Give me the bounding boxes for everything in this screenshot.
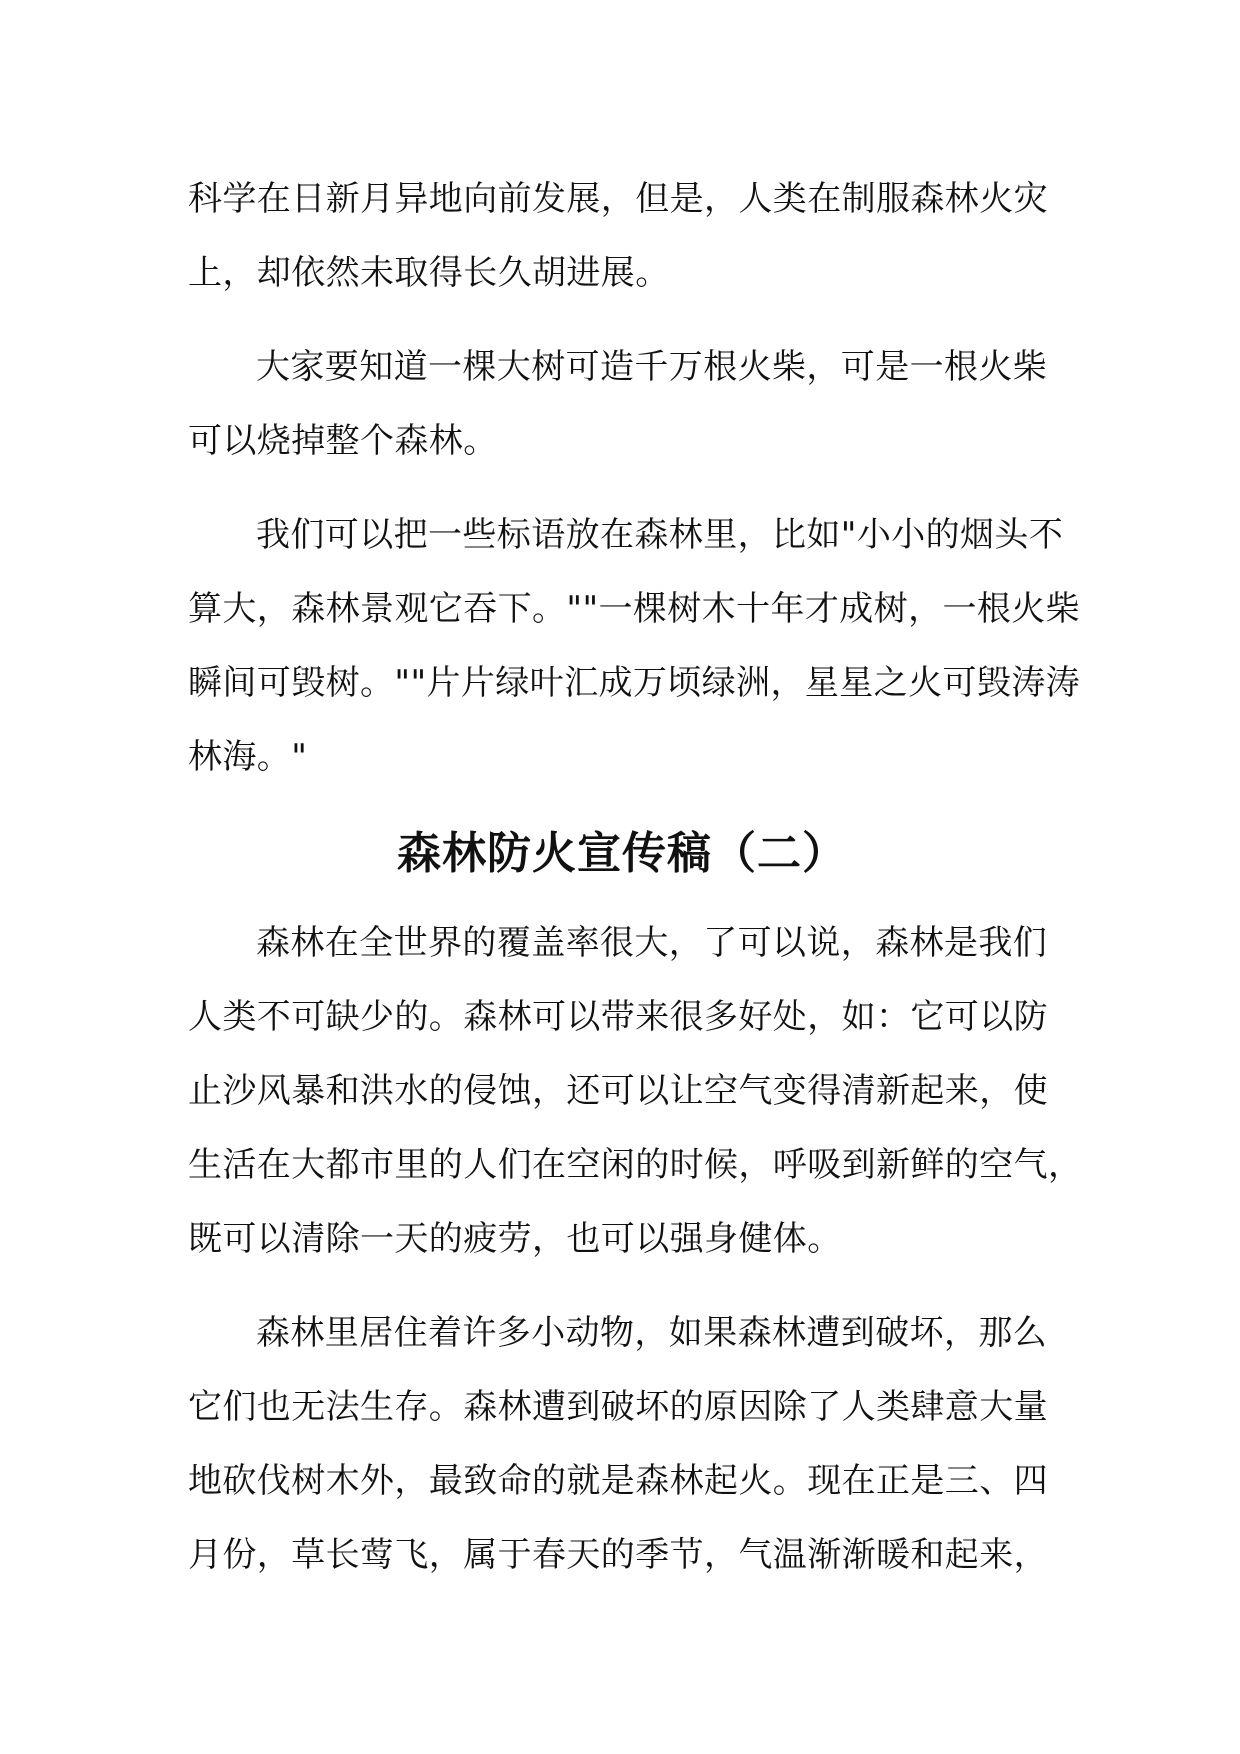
text-line: 地砍伐树木外，最致命的就是森林起火。现在正是三、四 bbox=[188, 1461, 1048, 1501]
text-line: 算大，森林景观它吞下。""一棵树木十年才成树，一根火柴 bbox=[188, 589, 1081, 629]
text-line: 我们可以把一些标语放在森林里，比如"小小的烟头不 bbox=[256, 515, 1064, 555]
text-line: 它们也无法生存。森林遭到破坏的原因除了人类肆意大量 bbox=[188, 1387, 1048, 1427]
paragraph-1 bbox=[188, 162, 1056, 310]
text-line: 森林在全世界的覆盖率很大，了可以说，森林是我们 bbox=[256, 923, 1048, 963]
paragraph-2 bbox=[188, 330, 1056, 478]
text-line: 既可以清除一天的疲劳，也可以强身健体。 bbox=[188, 1219, 842, 1259]
text-line: 生活在大都市里的人们在空闲的时候，呼吸到新鲜的空气， bbox=[188, 1145, 1083, 1185]
text-line: 林海。" bbox=[188, 737, 308, 777]
text-line: 可以烧掉整个森林。 bbox=[188, 421, 498, 461]
text-line: 月份，草长莺飞，属于春天的季节，气温渐渐暖和起来， bbox=[188, 1535, 1048, 1575]
text-line: 上，却依然未取得长久胡进展。 bbox=[188, 253, 670, 293]
text-line: 止沙风暴和洪水的侵蚀，还可以让空气变得清新起来，使 bbox=[188, 1071, 1048, 1111]
paragraph-5 bbox=[188, 1296, 1056, 1592]
paragraph-4 bbox=[188, 906, 1083, 1276]
text-line: 大家要知道一棵大树可造千万根火柴，可是一根火柴 bbox=[256, 347, 1048, 387]
section-title: 森林防火宣传稿（二） bbox=[397, 828, 847, 879]
text-line: 人类不可缺少的。森林可以带来很多好处，如：它可以防 bbox=[188, 997, 1048, 1037]
text-line: 森林里居住着许多小动物，如果森林遭到破坏，那么 bbox=[256, 1313, 1048, 1353]
paragraph-3 bbox=[188, 498, 1081, 794]
text-line: 瞬间可毁树。""片片绿叶汇成万顷绿洲，星星之火可毁涛涛 bbox=[188, 663, 1081, 703]
text-line: 科学在日新月异地向前发展，但是，人类在制服森林火灾 bbox=[188, 179, 1048, 219]
document-body bbox=[188, 162, 1083, 1612]
